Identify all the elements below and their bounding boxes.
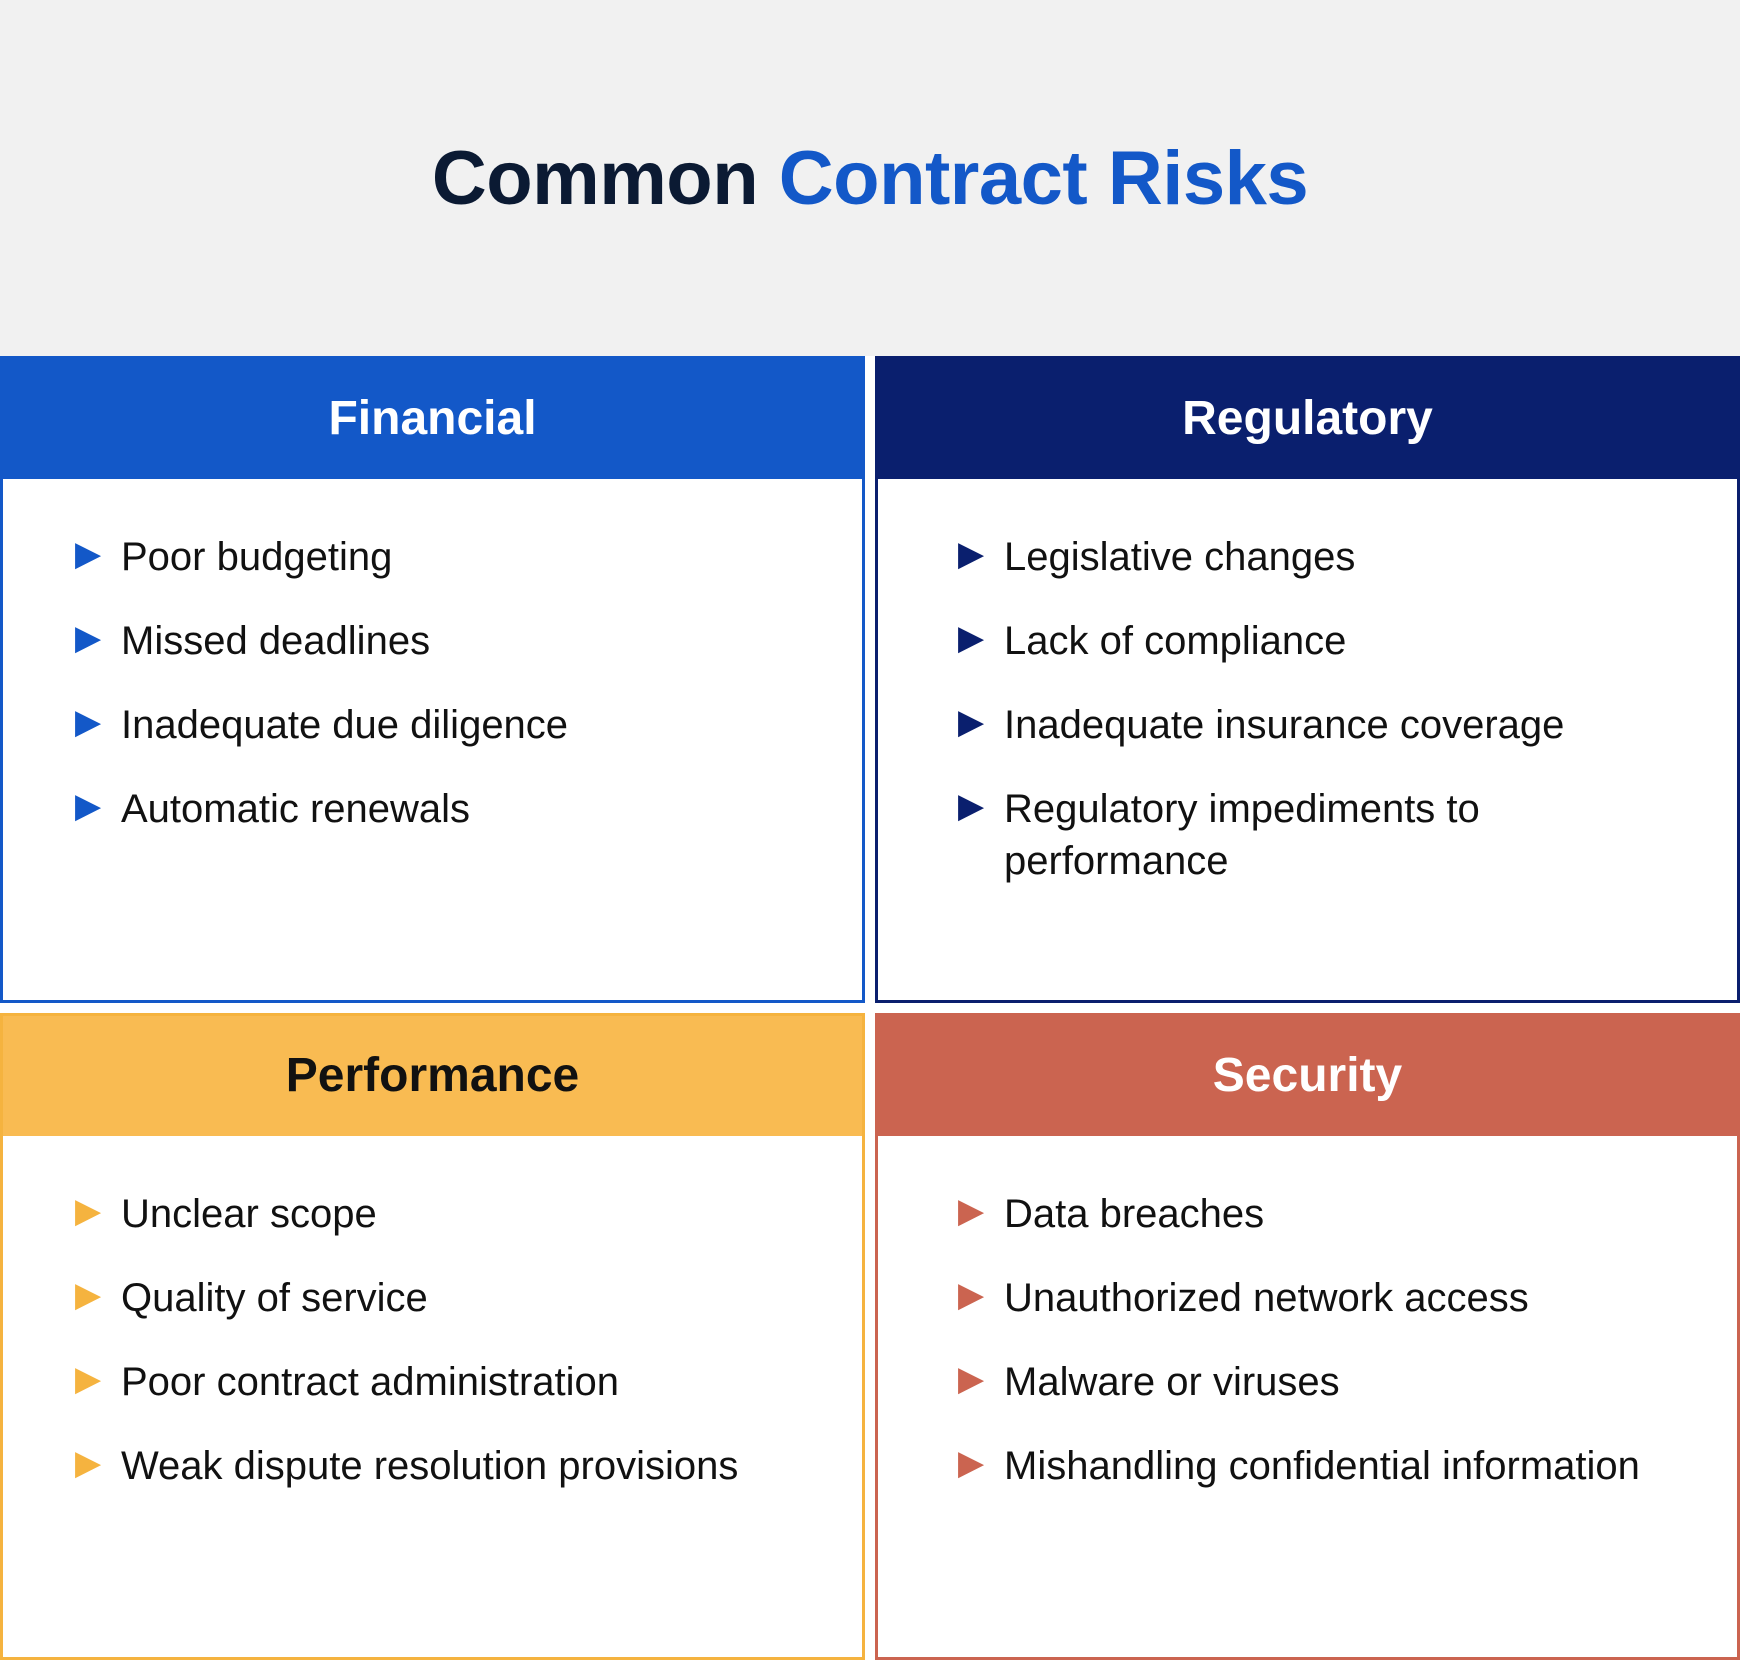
quadrant-title-regulatory: Regulatory [1182,392,1433,445]
list-item [75,699,832,751]
risk-quadrant-grid [0,356,1740,1660]
triangle-right-icon: ▶ [958,1360,985,1398]
list-item [958,699,1707,751]
page-title-primary: Common [431,135,779,221]
triangle-right-icon: ▶ [958,619,985,657]
list-item-label: Missed deadlines [121,619,431,663]
list-item-label: Legislative changes [1004,535,1356,579]
list-item-label: Malware or viruses [1004,1360,1340,1404]
list-item [958,783,1707,887]
list-item [958,1440,1707,1492]
quadrant-header-regulatory [878,359,1737,479]
quadrant-title-financial: Financial [328,392,537,445]
list-item [75,1272,832,1324]
page-title [432,135,1308,222]
triangle-right-icon: ▶ [75,1444,102,1482]
list-item [958,1356,1707,1408]
triangle-right-icon: ▶ [958,703,985,741]
triangle-right-icon: ▶ [75,1360,102,1398]
quadrant-title-performance: Performance [285,1049,580,1102]
list-item-label: Data breaches [1004,1192,1265,1236]
list-item-label: Weak dispute resolution provisions [121,1444,739,1488]
triangle-right-icon: ▶ [75,535,102,573]
list-item-label: Inadequate insurance coverage [1004,703,1565,747]
list-item [75,783,832,835]
quadrant-header-security [878,1016,1737,1136]
triangle-right-icon: ▶ [958,787,985,825]
list-item [75,1440,832,1492]
list-item-label: Lack of compliance [1004,619,1347,663]
quadrant-body-security [878,1136,1737,1657]
list-item [75,1356,832,1408]
triangle-right-icon: ▶ [75,1192,102,1230]
triangle-right-icon: ▶ [75,1276,102,1314]
list-item-label: Poor budgeting [121,535,393,579]
title-bar [0,0,1740,356]
quadrant-body-regulatory [878,479,1737,1000]
quadrant-body-financial [3,479,862,1000]
list-item-label: Inadequate due diligence [121,703,569,747]
list-item [958,1188,1707,1240]
quadrant-header-financial [3,359,862,479]
triangle-right-icon: ▶ [958,1444,985,1482]
quadrant-performance [0,1013,865,1660]
triangle-right-icon: ▶ [75,703,102,741]
list-item [958,1272,1707,1324]
list-item [75,531,832,583]
quadrant-security [875,1013,1740,1660]
list-item [958,615,1707,667]
triangle-right-icon: ▶ [75,619,102,657]
quadrant-body-performance [3,1136,862,1657]
list-item-label: Quality of service [121,1276,428,1320]
list-item-label: Automatic renewals [121,787,471,831]
list-item-label: Regulatory impediments to performance [1004,787,1480,883]
page-title-accent: Contract Risks [778,135,1309,221]
list-item-label: Mishandling confidential information [1004,1444,1640,1488]
list-item-label: Unauthorized network access [1004,1276,1529,1320]
quadrant-title-security: Security [1212,1049,1403,1102]
triangle-right-icon: ▶ [958,1276,985,1314]
list-item-label: Unclear scope [121,1192,377,1236]
triangle-right-icon: ▶ [75,787,102,825]
quadrant-regulatory [875,356,1740,1003]
list-item [75,1188,832,1240]
triangle-right-icon: ▶ [958,1192,985,1230]
list-item [75,615,832,667]
list-item-label: Poor contract administration [121,1360,620,1404]
quadrant-financial [0,356,865,1003]
triangle-right-icon: ▶ [958,535,985,573]
quadrant-header-performance [3,1016,862,1136]
list-item [958,531,1707,583]
